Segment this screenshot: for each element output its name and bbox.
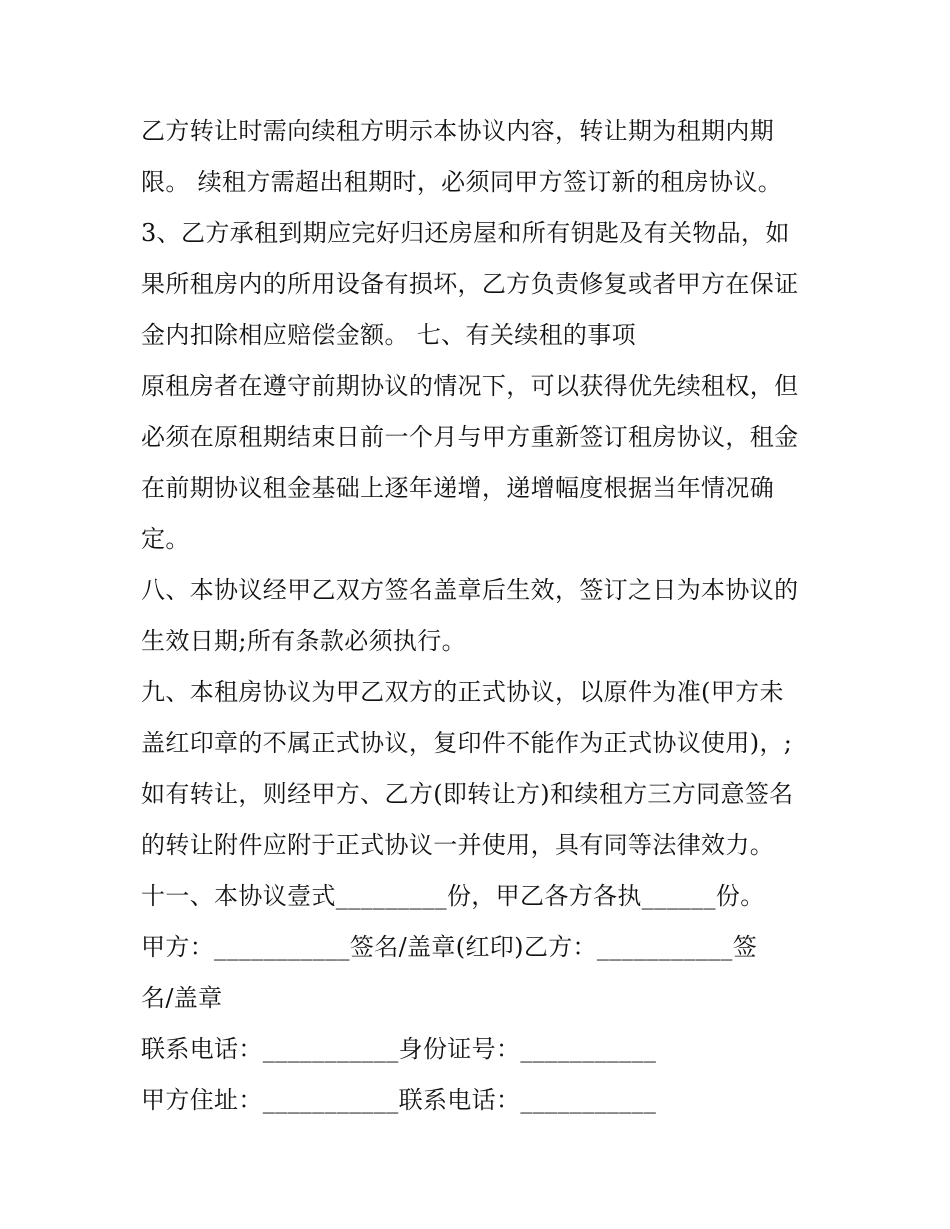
text-line: 原租房者在遵守前期协议的情况下，可以获得优先续租权，但	[141, 372, 799, 400]
text-line: 果所租房内的所用设备有损坏，乙方负责修复或者甲方在保证	[141, 270, 799, 298]
text-line: 的转让附件应附于正式协议一并使用，具有同等法律效力。	[141, 831, 775, 859]
text-line: 生效日期;所有条款必须执行。	[141, 627, 466, 655]
text-line: 在前期协议租金基础上逐年递增，递增幅度根据当年情况确	[141, 474, 775, 502]
phone-id-line: 联系电话：___________身份证号：___________	[141, 1035, 657, 1063]
address-phone-line: 甲方住址：___________联系电话：___________	[141, 1086, 657, 1114]
text-line: 八、本协议经甲乙双方签名盖章后生效，签订之日为本协议的	[141, 576, 799, 604]
text-line: 必须在原租期结束日前一个月与甲方重新签订租房协议，租金	[141, 423, 799, 451]
text-line: 金内扣除相应赔偿金额。 七、有关续租的事项	[141, 321, 636, 349]
text-line: 乙方转让时需向续租方明示本协议内容，转让期为租期内期	[141, 117, 775, 145]
text-line: 九、本租房协议为甲乙双方的正式协议，以原件为准(甲方未	[141, 678, 784, 706]
signature-line: 甲方：___________签名/盖章(红印)乙方：___________签	[141, 933, 758, 961]
text-line: 盖红印章的不属正式协议，复印件不能作为正式协议使用)，;	[141, 729, 793, 757]
signature-line-continued: 名/盖章	[141, 984, 223, 1012]
text-line: 3、乙方承租到期应完好归还房屋和所有钥匙及有关物品，如	[141, 219, 790, 247]
text-line: 定。	[141, 525, 190, 553]
copies-line: 十一、本协议壹式_________份，甲乙各方各执______份。	[141, 882, 765, 910]
text-line: 如有转让，则经甲方、乙方(即转让方)和续租方三方同意签名	[141, 780, 794, 808]
document-body	[141, 106, 821, 1126]
text-line: 限。 续租方需超出租期时，必须同甲方签订新的租房协议。	[141, 168, 783, 196]
